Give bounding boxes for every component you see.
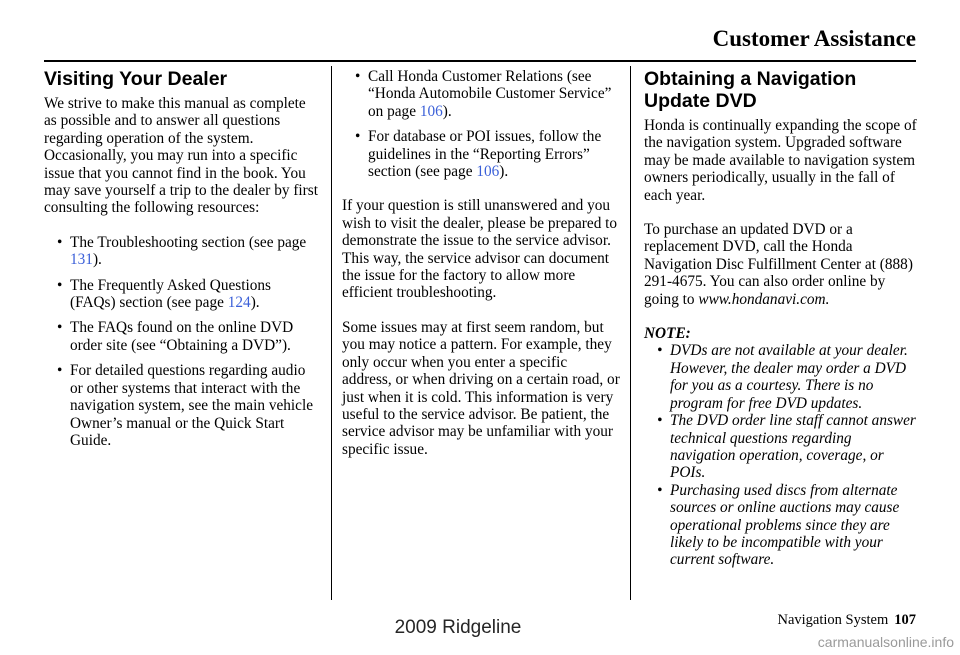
- note-item: • The DVD order line staff cannot answer technical questions regarding navigation operation, coverage, or POIs.: [657, 412, 916, 482]
- page-header-title: Customer Assistance: [712, 26, 916, 51]
- list-item: • For detailed questions regarding audio or other systems that interact with the navigation system, see the main vehicle Owner’s manual or the Quick Start Guide.: [57, 362, 313, 449]
- section-heading-visiting-dealer: Visiting Your Dealer: [44, 68, 228, 90]
- page-link[interactable]: 131: [70, 251, 93, 269]
- column-1: [44, 68, 320, 457]
- page-number: 107: [894, 612, 916, 628]
- column-divider-1: [331, 66, 332, 600]
- website-link[interactable]: www.hondanavi.com.: [698, 290, 830, 308]
- model-watermark: 2009 Ridgeline: [394, 617, 522, 638]
- list-item: • The Frequently Asked Questions (FAQs) section (see page 124).: [57, 276, 271, 312]
- page-link[interactable]: 124: [227, 294, 251, 312]
- list-item: • The Troubleshooting section (see page 131).: [57, 233, 307, 269]
- header-rule: [44, 60, 916, 62]
- intro-paragraph: We strive to make this manual as complete as possible and to answer all questions regarding operation of the system. Occasionally, you may run into a specific issue that you cannot find in the book. You may save yourself a trip to the dealer by first consulting the following resources:: [44, 95, 318, 217]
- bullet-icon: •: [57, 233, 63, 251]
- bullet-icon: •: [657, 481, 663, 499]
- list-item: • For database or POI issues, follow the guidelines in the “Reporting Errors” section (see page 106).: [355, 128, 602, 181]
- bullet-icon: •: [657, 412, 663, 430]
- bullet-icon: •: [57, 362, 63, 380]
- bullet-icon: •: [657, 342, 663, 360]
- list-item: • The FAQs found on the online DVD order site (see “Obtaining a DVD”).: [57, 319, 294, 354]
- section-heading-update-dvd: Obtaining a Navigation Update DVD: [644, 68, 857, 112]
- bullet-icon: •: [355, 68, 361, 85]
- bullet-icon: •: [57, 276, 63, 294]
- list-item: • Call Honda Customer Relations (see “Honda Automobile Customer Service” on page 106).: [355, 68, 612, 120]
- note-item: • Purchasing used discs from alternate sources or online auctions may cause operational problems since they are likely to be incompatible with your current software.: [657, 481, 900, 569]
- page-footer: [777, 612, 916, 629]
- bullet-icon: •: [355, 128, 361, 146]
- expansion-paragraph: Honda is continually expanding the scope of the navigation system. Upgraded software may be made available to navigation system owners periodically, usually in the fall of each year.: [644, 117, 917, 204]
- column-divider-2: [630, 66, 631, 600]
- resource-list: [44, 234, 320, 449]
- site-watermark: carmanualsonline.info: [817, 634, 954, 650]
- issue-pattern-paragraph: Some issues may at first seem random, but you may notice a pattern. For example, they only occur when you enter a specific address, or when driving on a certain road, or just when it is cold. This information is very useful to the service advisor. Be patient, the service advisor may be unfamiliar with your specific issue.: [342, 318, 620, 458]
- note-item: • DVDs are not available at your dealer. However, the dealer may order a DVD for you as a courtesy. There is no program for free DVD updates.: [657, 342, 908, 412]
- dealer-visit-paragraph: If your question is still unanswered and you wish to visit the dealer, please be prepared to demonstrate the issue to the service advisor. This way, the service advisor can document the issue for the factory to allow more efficient troubleshooting.: [342, 197, 618, 302]
- purchase-paragraph: To purchase an updated DVD or a replacement DVD, call the Honda Navigation Disc Fulfillment Center at (888) 291-4675. You can also order online by going to www.hondanavi.com.: [644, 221, 913, 308]
- column-3: [644, 68, 920, 569]
- page-link[interactable]: 106: [476, 163, 500, 181]
- footer-section-name: Navigation System: [777, 612, 889, 628]
- page-link[interactable]: 106: [419, 102, 443, 120]
- note-label: NOTE:: [644, 325, 691, 343]
- note-list: [644, 342, 920, 568]
- bullet-icon: •: [57, 319, 63, 337]
- resource-list-continued: [342, 68, 620, 180]
- column-2: [342, 68, 620, 475]
